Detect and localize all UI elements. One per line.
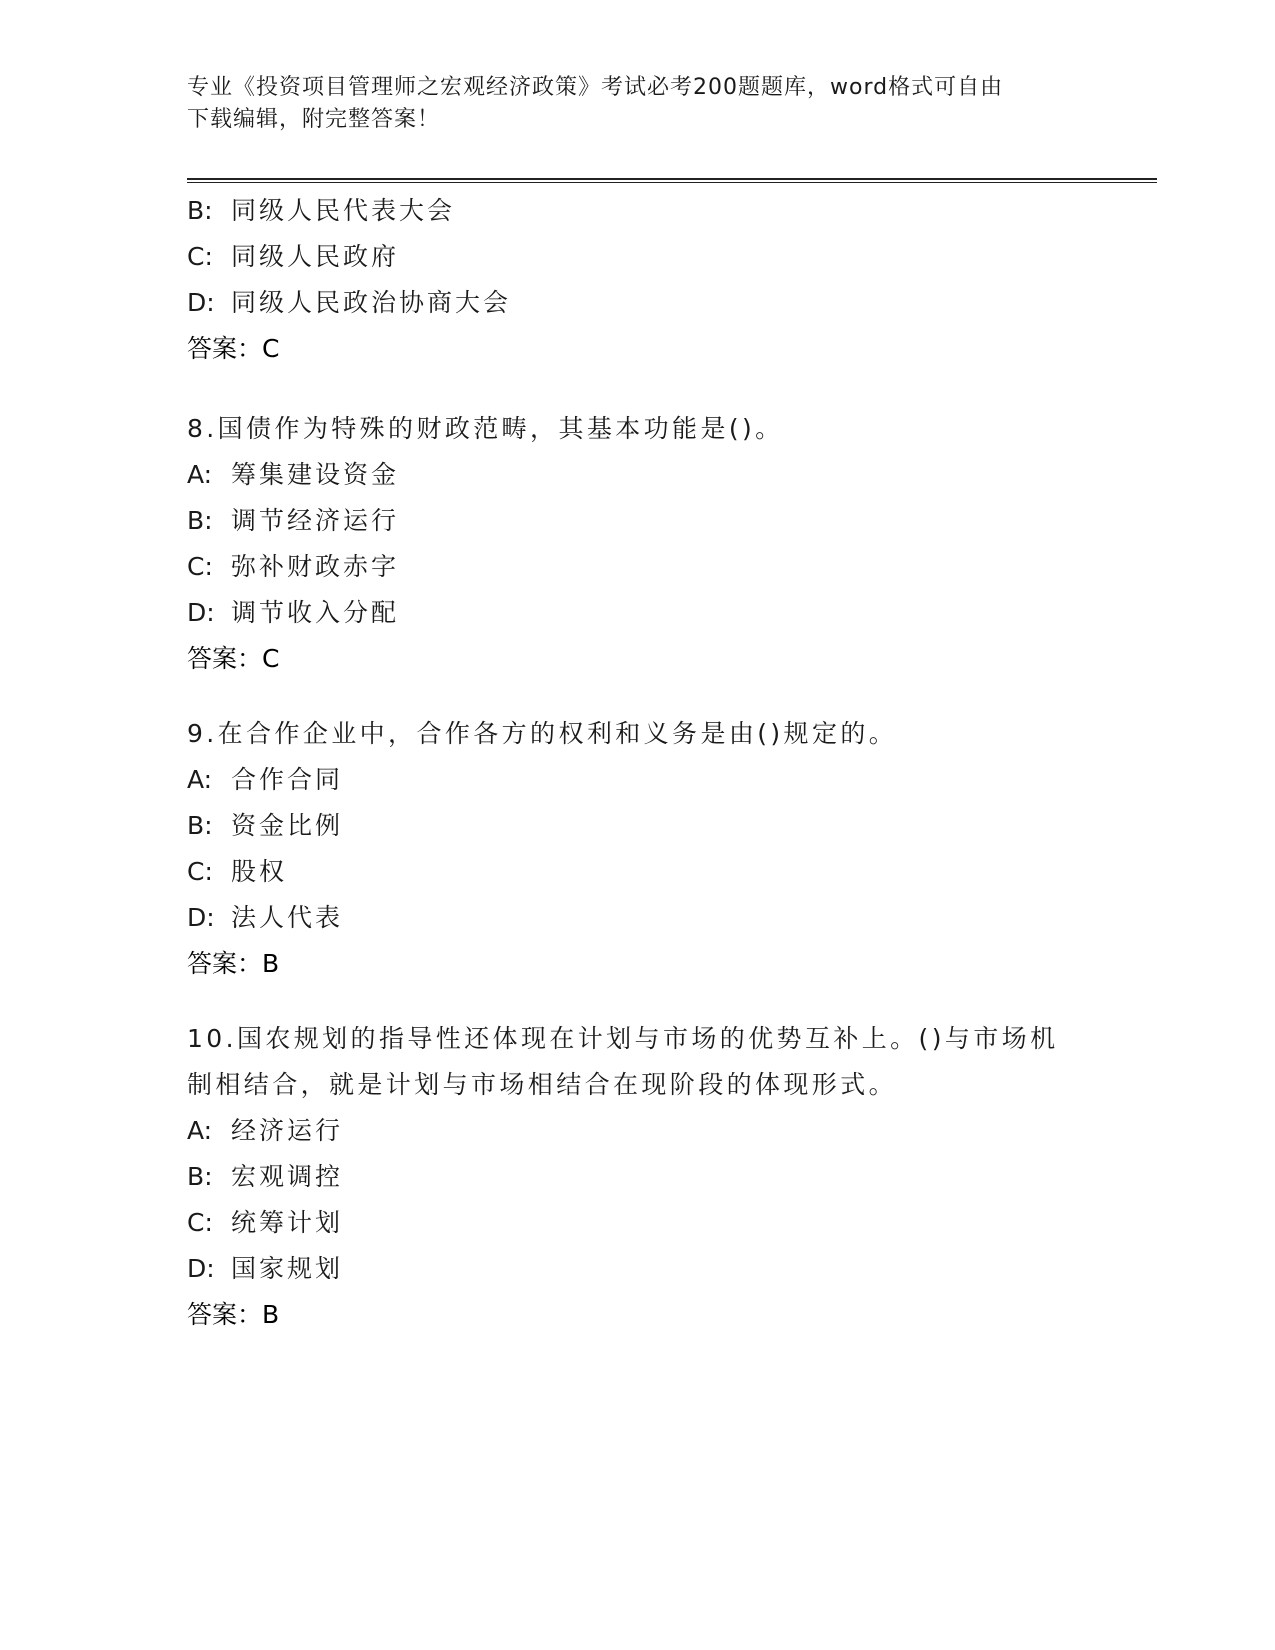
option-letter: C:: [187, 857, 213, 886]
question-stem: 8.国债作为特殊的财政范畴，其基本功能是()。: [187, 414, 784, 443]
option-letter: B:: [187, 196, 213, 225]
answer: 答案：B: [187, 1300, 280, 1329]
option-b: [187, 803, 1087, 849]
option-letter: C:: [187, 242, 213, 271]
option-text: 统筹计划: [231, 1208, 344, 1237]
option-letter: C:: [187, 1208, 213, 1237]
option-b: [187, 188, 1087, 234]
option-letter: D:: [187, 288, 215, 317]
option-c: [187, 1200, 1087, 1246]
question-stem-line-2: 制相结合，就是计划与市场相结合在现阶段的体现形式。: [187, 1070, 898, 1099]
option-text: 资金比例: [231, 811, 344, 840]
option-b: [187, 1154, 1087, 1200]
option-letter: D:: [187, 598, 215, 627]
option-text: 调节经济运行: [231, 506, 400, 535]
option-letter: D:: [187, 903, 215, 932]
header-line-2: 下载编辑，附完整答案！: [187, 107, 441, 132]
option-a: [187, 757, 1087, 803]
question-7-continuation: [187, 188, 1087, 372]
option-text: 同级人民政治协商大会: [231, 288, 512, 317]
answer: 答案：C: [187, 644, 280, 673]
option-d: [187, 280, 1087, 326]
document-header: [187, 72, 1087, 136]
option-text: 弥补财政赤字: [231, 552, 400, 581]
question-10: [187, 1016, 1087, 1338]
answer: 答案：C: [187, 334, 280, 363]
option-letter: D:: [187, 1254, 215, 1283]
header-divider: [187, 178, 1157, 183]
option-text: 法人代表: [231, 903, 344, 932]
option-letter: A:: [187, 1116, 213, 1145]
option-letter: A:: [187, 460, 213, 489]
option-text: 国家规划: [231, 1254, 344, 1283]
option-d: [187, 1246, 1087, 1292]
option-d: [187, 895, 1087, 941]
option-letter: B:: [187, 1162, 213, 1191]
option-c: [187, 849, 1087, 895]
option-b: [187, 498, 1087, 544]
option-letter: B:: [187, 811, 213, 840]
option-text: 同级人民代表大会: [231, 196, 456, 225]
option-text: 经济运行: [231, 1116, 344, 1145]
option-text: 股权: [231, 857, 288, 886]
option-d: [187, 590, 1087, 636]
question-stem-line-1: 10.国农规划的指导性还体现在计划与市场的优势互补上。()与市场机: [187, 1024, 1059, 1053]
header-line-1: 专业《投资项目管理师之宏观经济政策》考试必考200题题库，word格式可自由: [187, 75, 1004, 100]
option-letter: C:: [187, 552, 213, 581]
option-c: [187, 234, 1087, 280]
option-a: [187, 452, 1087, 498]
option-text: 筹集建设资金: [231, 460, 400, 489]
question-9: [187, 711, 1087, 987]
option-text: 宏观调控: [231, 1162, 344, 1191]
option-letter: B:: [187, 506, 213, 535]
option-letter: A:: [187, 765, 213, 794]
option-text: 同级人民政府: [231, 242, 400, 271]
answer: 答案：B: [187, 949, 280, 978]
question-8: [187, 406, 1087, 682]
question-stem: 9.在合作企业中，合作各方的权利和义务是由()规定的。: [187, 719, 898, 748]
option-c: [187, 544, 1087, 590]
option-text: 调节收入分配: [231, 598, 400, 627]
option-text: 合作合同: [231, 765, 344, 794]
option-a: [187, 1108, 1087, 1154]
